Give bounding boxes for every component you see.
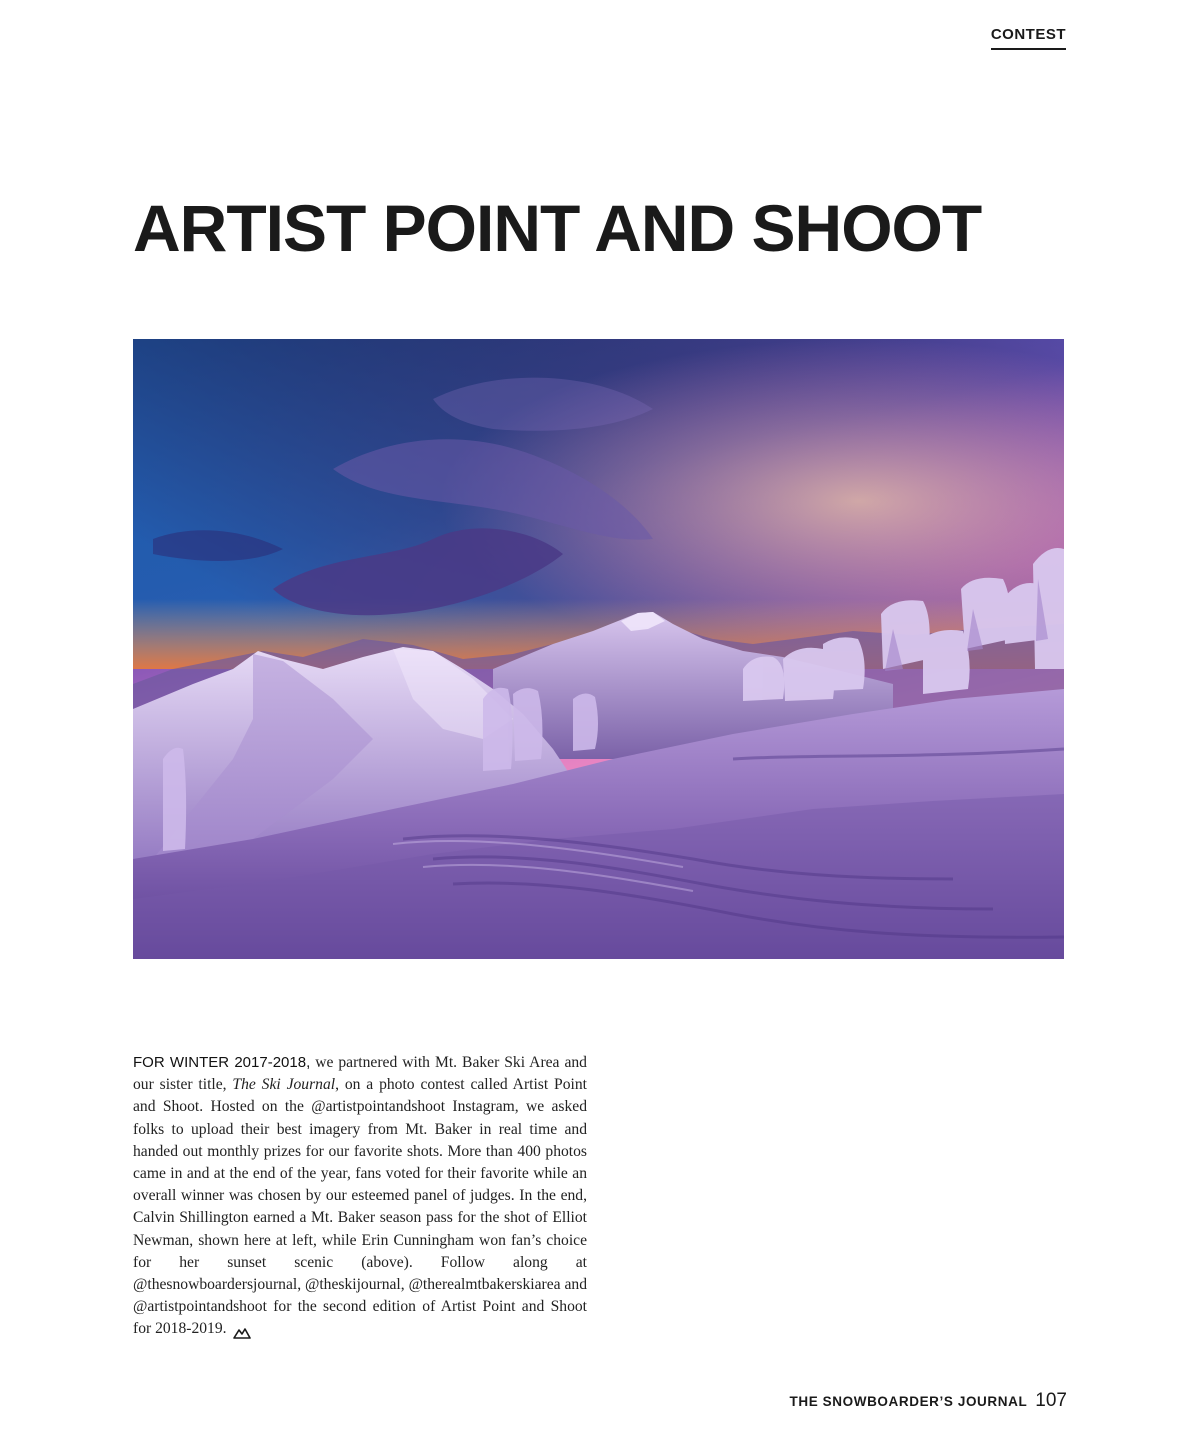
section-label: CONTEST (991, 26, 1066, 50)
lead-in: FOR WINTER 2017-2018, (133, 1054, 311, 1071)
mountain-end-mark-icon (233, 1324, 251, 1336)
page-title: ARTIST POINT AND SHOOT (133, 191, 982, 265)
article-body (133, 1052, 587, 1341)
page-footer (790, 1390, 1067, 1412)
sunset-mountain-photo (133, 339, 1064, 959)
publication-title-italic: The Ski Journal (232, 1076, 336, 1094)
page-number: 107 (1035, 1390, 1067, 1411)
publication-name: THE SNOWBOARDER’S JOURNAL (789, 1394, 1028, 1409)
body-text-part-1: we partnered with Mt. Baker Ski Area and our sister title, (133, 1054, 587, 1094)
body-text-part-2: , on a photo contest called Artist Point and Shoot. Hosted on the @artistpointandshoot Instagram, we asked folks to upload their best imagery from Mt. Baker in real time and handed out monthly prizes for our favorite shots. More than 400 photos came in and at the end of the year, fans voted for their favorite while an overall winner was chosen by our esteemed panel of judges. In the end, Calvin Shillington earned a Mt. Baker season pass for the shot of Elliot Newman, shown here at left, while Erin Cunningham won fan’s choice for her sunset scenic (above). Follow along at @thesnowboardersjournal, @theskijournal, @therealmtbakerskiarea and @artistpointandshoot for the second edition of Artist Point and Shoot for 2018-2019. (133, 1076, 588, 1338)
